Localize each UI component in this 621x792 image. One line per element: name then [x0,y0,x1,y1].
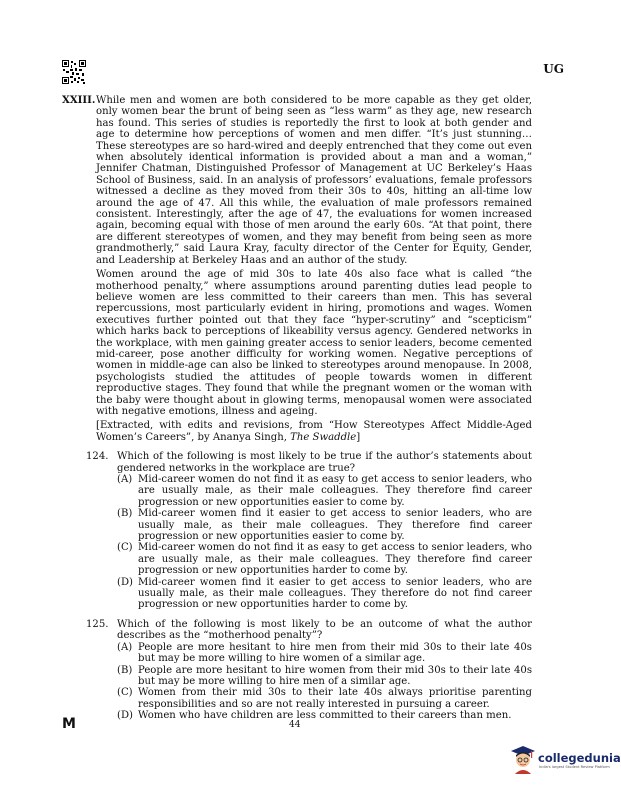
question-text: Which of the following is most likely to be an outcome of what the author describes as the “motherhood penalty”? [117,618,532,642]
option-text: Women from their mid 30s to their late 40s always prioritise parenting responsibilities and so are not really interested in pursuing a career. [138,687,532,710]
question-125 [62,619,532,722]
passage [62,95,532,443]
brand-watermark[interactable] [510,745,621,775]
option-label: (C) [117,542,133,554]
question-text: Which of the following is most likely to be true if the author’s statements about gendered networks in the workplace are true? [117,451,532,474]
option-d[interactable] [117,710,532,721]
option-a[interactable] [117,642,532,665]
series-letter: M [62,716,76,732]
option-label: (A) [117,641,133,653]
passage-paragraph: Women around the age of mid 30s to late 40s also face what is called “the motherhood penalty,” where assumptions around parenting duties lead people to believe women are less committed to their careers than men. This has several repercussions, most particularly evident in hiring, promotions and wages. Women executives further pointed out that they face “hyper-scrutiny” and “scepticism” which harks back to perceptions of likeability versus agency. Gendered networks in the workplace, with men gaining greater access to senior leaders, become cemented mid-career, pose another difficulty for working women. Negative perceptions of women in middle-age can also be linked to stereotypes around menopause. In 2008, psychologists studied the attitudes of people towards women in different reproductive stages. They found that while the pregnant women or the woman with the baby were thought about in glowing terms, menopausal women were associated with negative emotions, illness and ageing. [96,269,532,417]
student-mascot-icon [510,745,536,775]
passage-paragraph: While men and women are both considered to be more capable as they get older, only women bear the brunt of being seen as “less warm” as they age, new research has found. This series of studies is reportedly the first to look at both gender and age to determine how perceptions of women and men differ. “It’s just stunning… These stereotypes are so hard-wired and deeply entrenched that they come out even when absolutely identical information is provided about a man and a woman,” Jennifer Chatman, Distinguished Professor of Management at UC Berkeley’s Haas School of Business, said. In an analysis of professors’ evaluations, female professors witnessed a decline as they moved from their 30s to 40s, hitting an all-time low around the age of 47. All this while, the evaluation of male professors remained consistent. Interestingly, after the age of 47, the evaluations for women increased again, becoming equal with those of men around the early 60s. “At that point, there are different stereotypes of women, and they may benefit from being seen as more grandmotherly,” said Laura Kray, faculty director of the Center for Equity, Gender, and Leadership at Berkeley Haas and an author of the study. [96,95,532,266]
option-c[interactable] [117,542,532,576]
passage-source: [Extracted, with edits and revisions, from “How Stereotypes Affect Middle-Aged Women’s Careers”, by Ananya Singh, The Swaddle] [96,420,532,443]
option-text: Mid-career women find it easier to get access to senior leaders, who are usually male, as their male colleagues. They therefore do not find career progression or new opportunities harder to come by. [138,576,532,611]
option-b[interactable] [117,508,532,542]
page-number: 44 [289,720,301,730]
option-text: Mid-career women do not find it as easy to get access to senior leaders, who are usually male, as their male colleagues. They therefore find career progression or new opportunities harder to come by. [138,542,532,577]
option-label: (B) [117,664,133,676]
option-text: Women who have children are less committed to their careers than men. [138,710,512,722]
option-a[interactable] [117,474,532,508]
page-content [62,95,532,722]
option-text: People are more hesitant to hire women from their mid 30s to their late 40s but may be more willing to hire men of a similar age. [138,664,532,687]
question-number: 124. [86,451,109,463]
option-label: (A) [117,474,133,485]
option-label: (D) [117,710,133,722]
option-b[interactable] [117,665,532,688]
option-text: People are more hesitant to hire men from their mid 30s to their late 40s but may be more willing to hire women of a similar age. [138,641,532,665]
option-label: (C) [117,687,133,699]
brand-name: collegedunia [538,751,621,765]
option-text: Mid-career women find it easier to get access to senior leaders, who are usually male, as their male colleagues. They therefore find career progression or new opportunities easier to come by. [138,508,532,543]
option-label: (B) [117,508,133,520]
paper-code: UG [543,62,564,76]
option-label: (D) [117,576,133,588]
question-124 [62,451,532,611]
passage-label: XXIII. [62,95,96,106]
brand-tagline: India's largest Student Review Platform [539,765,610,769]
qr-code [62,60,86,84]
option-text: Mid-career women do not find it as easy to get access to senior leaders, who are usually male, as their male colleagues. They therefore find career progression or new opportunities easier to come by. [138,474,532,508]
question-number: 125. [86,618,109,630]
option-d[interactable] [117,577,532,611]
option-c[interactable] [117,687,532,710]
